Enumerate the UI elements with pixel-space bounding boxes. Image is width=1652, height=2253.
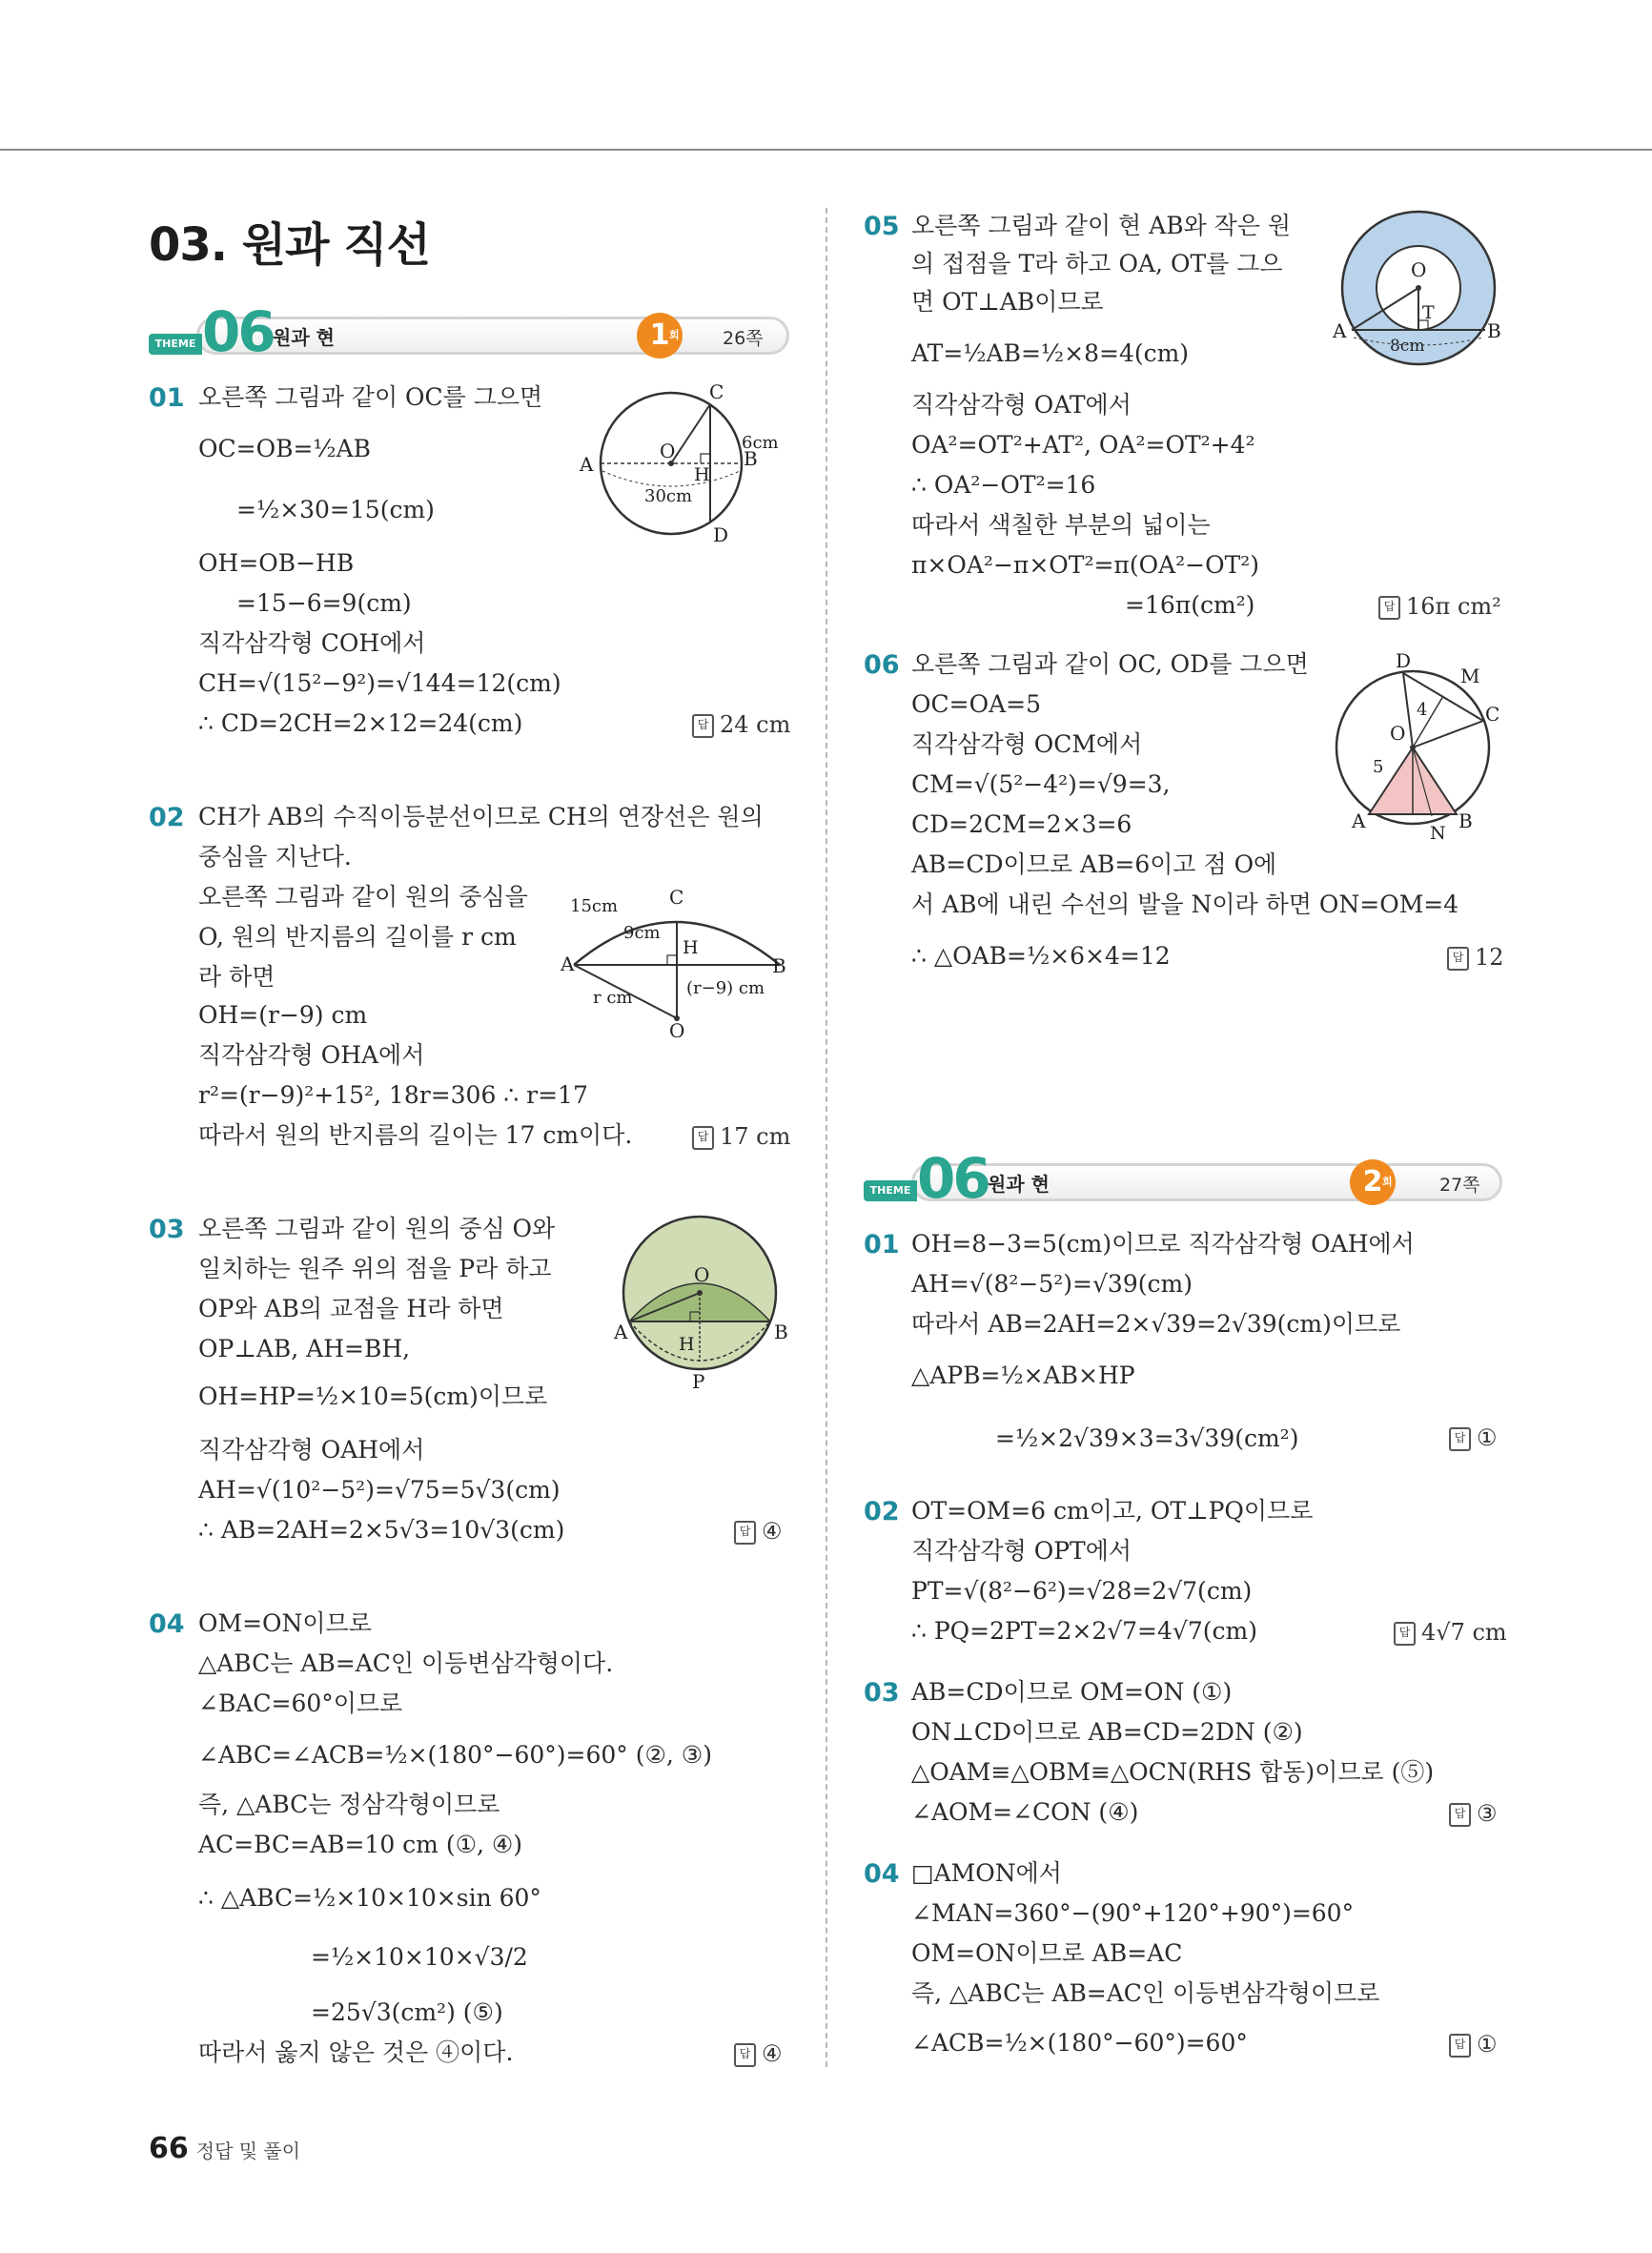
solution-line: 서 AB에 내린 수선의 발을 N이라 하면 ON=OM=4: [911, 891, 1459, 918]
solution-line: AH=√(8²−5²)=√39(cm): [911, 1270, 1193, 1298]
problem-number: 01: [149, 383, 185, 413]
answer-text: ④: [762, 2040, 783, 2067]
solution-line: 직각삼각형 OPT에서: [911, 1537, 1132, 1565]
fig-label: H: [683, 937, 699, 958]
solution-line: ∴ OA²−OT²=16: [911, 471, 1096, 499]
fig-label: B: [774, 1321, 788, 1343]
solution-line: OC=OB=½AB: [198, 435, 372, 462]
fig-label: C: [1485, 703, 1500, 726]
solution-line: AB=CD이므로 AB=6이고 점 O에: [911, 850, 1277, 878]
figure-02-arc: [561, 885, 799, 1037]
answer-icon: 답: [734, 2043, 756, 2067]
header-rule: [0, 149, 1652, 151]
round-suffix: 회: [669, 329, 680, 341]
solution-line: r²=(r−9)²+15², 18r=306 ∴ r=17: [198, 1081, 588, 1109]
page-number: 66: [149, 2132, 189, 2165]
solution-line: AT=½AB=½×8=4(cm): [911, 339, 1190, 367]
solution-line: 오른쪽 그림과 같이 현 AB와 작은 원: [911, 212, 1292, 239]
theme-title: 원과 현: [988, 1173, 1050, 1196]
solution-line: =15−6=9(cm): [236, 589, 412, 617]
solution-line: OT=OM=6 cm이고, OT⊥PQ이므로: [911, 1497, 1314, 1525]
solution-line: 직각삼각형 OAT에서: [911, 391, 1132, 419]
solution-line: =½×10×10×√3/2: [311, 1943, 528, 1971]
solution-line: 따라서 색칠한 부분의 넓이는: [911, 511, 1211, 539]
answer-text: ①: [1477, 2031, 1498, 2058]
solution-line: 직각삼각형 OCM에서: [911, 730, 1143, 758]
solution-line: PT=√(8²−6²)=√28=2√7(cm): [911, 1577, 1253, 1605]
theme-number: 06: [917, 1146, 989, 1211]
solution-line: O, 원의 반지름의 길이를 r cm: [198, 923, 517, 951]
fig-label: O: [694, 1263, 710, 1286]
round-badge: [1350, 1159, 1396, 1205]
problem-number: 04: [864, 1859, 900, 1889]
fig-label: C: [669, 886, 684, 909]
solution-line: 오른쪽 그림과 같이 원의 중심 O와: [198, 1215, 556, 1242]
answer: [692, 711, 790, 738]
fig-label: T: [1422, 302, 1435, 323]
answer: [1394, 1619, 1507, 1646]
fig-label: M: [1460, 665, 1480, 687]
solution-line: AH=√(10²−5²)=√75=5√3(cm): [198, 1476, 561, 1504]
fig-label: A: [561, 952, 575, 975]
theme-page: 26쪽: [723, 328, 764, 349]
solution-line: ∠ABC=∠ACB=½×(180°−60°)=60° (②, ③): [198, 1741, 712, 1769]
fig-label: O: [1390, 722, 1406, 745]
answer-icon: 답: [1449, 1803, 1471, 1827]
solution-line: OP⊥AB, AH=BH,: [198, 1335, 411, 1362]
solution-line: 따라서 옳지 않은 것은 ④이다.: [198, 2038, 514, 2066]
solution-line: 면 OT⊥AB이므로: [911, 288, 1104, 316]
solution-line: □AMON에서: [911, 1859, 1062, 1887]
column-divider: [826, 208, 827, 2067]
answer-text: ①: [1477, 1424, 1498, 1451]
solution-line: 직각삼각형 COH에서: [198, 629, 426, 657]
solution-line: 즉, △ABC는 정삼각형이므로: [198, 1791, 500, 1818]
answer: [1449, 1800, 1498, 1827]
answer-text: 16π cm²: [1406, 593, 1501, 620]
solution-line: ON⊥CD이므로 AB=CD=2DN (②): [911, 1718, 1303, 1746]
answer-text: 17 cm: [720, 1123, 791, 1150]
page-footer: [149, 2132, 300, 2165]
solution-line: ∴ △ABC=½×10×10×sin 60°: [198, 1884, 541, 1912]
solution-line: ∠BAC=60°이므로: [198, 1690, 403, 1717]
fig-label: C: [709, 380, 724, 403]
solution-line: π×OA²−π×OT²=π(OA²−OT²): [911, 551, 1260, 579]
fig-label: 6cm: [742, 433, 779, 453]
fig-label: B: [1487, 319, 1501, 342]
solution-line: OH=(r−9) cm: [198, 1001, 368, 1029]
solution-line: ∴ △OAB=½×6×4=12: [911, 942, 1171, 970]
problem-number: 04: [149, 1609, 185, 1639]
answer-icon: 답: [1447, 947, 1469, 971]
solution-line: △APB=½×AB×HP: [911, 1362, 1135, 1389]
solution-line: ∠AOM=∠CON (④): [911, 1798, 1139, 1826]
solution-line: 오른쪽 그림과 같이 OC, OD를 그으면: [911, 650, 1309, 678]
solution-line: CH=√(15²−9²)=√144=12(cm): [198, 669, 561, 697]
solution-line: OM=ON이므로 AB=AC: [911, 1939, 1183, 1967]
solution-line: =16π(cm²): [1125, 591, 1255, 619]
round-suffix: 회: [1382, 1176, 1393, 1188]
answer-icon: 답: [734, 1521, 756, 1545]
answer: [734, 1518, 783, 1545]
solution-line: OH=8−3=5(cm)이므로 직각삼각형 OAH에서: [911, 1230, 1415, 1258]
fig-label: N: [1430, 823, 1446, 844]
fig-label: O: [669, 1019, 685, 1037]
solution-line: △ABC는 AB=AC인 이등변삼각형이다.: [198, 1649, 614, 1677]
fig-label: 5: [1373, 757, 1384, 777]
solution-line: CM=√(5²−4²)=√9=3,: [911, 770, 1171, 798]
answer-text: ③: [1477, 1800, 1498, 1827]
solution-line: ∠ACB=½×(180°−60°)=60°: [911, 2029, 1248, 2057]
theme-banner-1: [149, 299, 789, 364]
solution-line: ∴ PQ=2PT=2×2√7=4√7(cm): [911, 1617, 1257, 1645]
fig-label: 8cm: [1390, 337, 1425, 356]
theme-banner-2: [864, 1146, 1502, 1211]
solution-line: =½×2√39×3=3√39(cm²): [995, 1424, 1299, 1452]
theme-number: 06: [202, 299, 274, 364]
problem-number: 01: [864, 1230, 900, 1260]
round-number: 1: [649, 318, 670, 352]
footer-label: 정답 및 풀이: [195, 2140, 301, 2162]
solution-line: OH=OB−HB: [198, 549, 355, 577]
solution-line: CD=2CM=2×3=6: [911, 810, 1132, 838]
figure-05-annulus: [1331, 208, 1512, 379]
solution-line: AB=CD이므로 OM=ON (①): [911, 1678, 1233, 1706]
round-number: 2: [1362, 1165, 1383, 1198]
fig-label: D: [1396, 652, 1412, 672]
answer-icon: 답: [1449, 2034, 1471, 2058]
problem-number: 06: [864, 650, 900, 680]
answer: [734, 2040, 783, 2067]
theme-title: 원과 현: [273, 326, 335, 349]
answer: [692, 1123, 790, 1150]
fig-label: B: [744, 447, 758, 470]
answer-text: 4√7 cm: [1421, 1619, 1507, 1646]
solution-line: OC=OA=5: [911, 690, 1041, 718]
figure-03-folded-circle: [606, 1213, 797, 1403]
solution-line: 의 접점을 T라 하고 OA, OT를 그으: [911, 250, 1283, 277]
answer-icon: 답: [692, 714, 714, 738]
fig-label: A: [1352, 809, 1366, 832]
round-badge: [637, 313, 683, 358]
answer: [1378, 593, 1501, 620]
chapter-title: 03. 원과 직선: [149, 218, 430, 272]
solution-line: 오른쪽 그림과 같이 OC를 그으면: [198, 383, 543, 411]
fig-label: r cm: [593, 988, 633, 1008]
fig-label: O: [660, 440, 676, 462]
solution-line: =25√3(cm²) (⑤): [311, 1998, 503, 2026]
fig-label: (r−9) cm: [686, 978, 765, 998]
answer-text: ④: [762, 1518, 783, 1545]
fig-label: P: [692, 1370, 705, 1393]
fig-label: D: [713, 523, 729, 546]
answer-icon: 답: [1378, 596, 1400, 620]
figure-06-chords: [1321, 652, 1512, 852]
solution-line: △OAM≡△OBM≡△OCN(RHS 합동)이므로 (⑤): [911, 1758, 1435, 1786]
theme-tag: THEME: [149, 334, 202, 355]
solution-line: OP와 AB의 교점을 H라 하면: [198, 1295, 504, 1322]
answer-icon: 답: [1394, 1622, 1416, 1646]
solution-line: CH가 AB의 수직이등분선이므로 CH의 연장선은 원의: [198, 803, 764, 830]
fig-label: 15cm: [570, 896, 619, 916]
answer: [1449, 1424, 1498, 1451]
problem-number: 02: [149, 803, 185, 832]
answer: [1449, 2031, 1498, 2058]
solution-line: OH=HP=½×10=5(cm)이므로: [198, 1383, 548, 1410]
theme-tag: THEME: [864, 1180, 917, 1201]
solution-line: =½×30=15(cm): [236, 496, 435, 523]
solution-line: 오른쪽 그림과 같이 원의 중심을: [198, 883, 528, 911]
fig-label: H: [679, 1334, 695, 1355]
problem-number: 05: [864, 212, 900, 241]
fig-label: O: [1411, 258, 1427, 281]
answer-text: 12: [1475, 944, 1504, 971]
solution-line: 즉, △ABC는 AB=AC인 이등변삼각형이므로: [911, 1979, 1380, 2007]
solution-line: AC=BC=AB=10 cm (①, ④): [198, 1831, 523, 1858]
fig-label: H: [694, 464, 710, 485]
answer-text: 24 cm: [720, 711, 791, 738]
solution-line: ∠MAN=360°−(90°+120°+90°)=60°: [911, 1899, 1355, 1927]
solution-line: OA²=OT²+AT², OA²=OT²+4²: [911, 431, 1255, 459]
solution-line: 따라서 AB=2AH=2×√39=2√39(cm)이므로: [911, 1310, 1401, 1338]
solution-line: ∴ AB=2AH=2×5√3=10√3(cm): [198, 1516, 565, 1544]
fig-label: B: [772, 954, 786, 977]
problem-number: 02: [864, 1497, 900, 1526]
fig-label: B: [1458, 809, 1473, 832]
solution-line: ∴ CD=2CH=2×12=24(cm): [198, 709, 523, 737]
solution-line: 따라서 원의 반지름의 길이는 17 cm이다.: [198, 1121, 633, 1149]
solution-line: 직각삼각형 OAH에서: [198, 1436, 425, 1464]
fig-label: 4: [1417, 700, 1428, 720]
problem-number: 03: [864, 1678, 900, 1708]
fig-label: 9cm: [623, 923, 661, 943]
problem-number: 03: [149, 1215, 185, 1244]
solution-line: 직각삼각형 OHA에서: [198, 1041, 425, 1069]
answer-icon: 답: [1449, 1427, 1471, 1451]
figure-01-circle-chord: [572, 379, 801, 551]
fig-label: A: [614, 1321, 628, 1343]
fig-label: 30cm: [644, 486, 693, 506]
solution-line: 일치하는 원주 위의 점을 P라 하고: [198, 1255, 552, 1282]
answer-icon: 답: [692, 1126, 714, 1150]
solution-line: 라 하면: [198, 963, 275, 991]
solution-line: 중심을 지난다.: [198, 843, 352, 870]
fig-label: A: [1333, 319, 1347, 342]
theme-page: 27쪽: [1439, 1175, 1480, 1196]
fig-label: A: [580, 453, 594, 476]
solution-line: OM=ON이므로: [198, 1609, 372, 1637]
answer: [1447, 944, 1504, 971]
